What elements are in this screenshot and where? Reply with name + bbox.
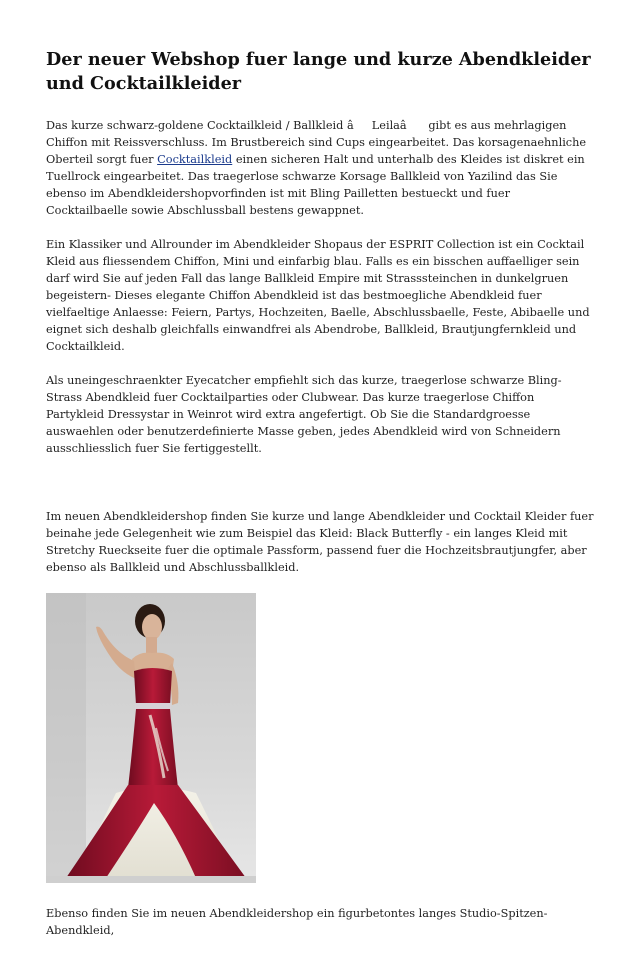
paragraph-1-text-a: Das kurze schwarz-goldene Cocktailkleid / Ballkleid âLeilaâ gibt es aus mehrlagigen Chiffon mit Reissverschluss. Im Brustbereich sind Cups eingearbeitet. Das korsagenaehnliche Oberteil sorgt fuer — [46, 119, 587, 166]
page-title: Der neuer Webshop fuer lange und kurze Abendkleider und Cocktailkleider — [46, 49, 591, 94]
paragraph-5: Ebenso finden Sie im neuen Abendkleidershop ein figurbetontes langes Studio-Spitzen-Abendkleid, — [46, 907, 548, 937]
paragraph-1-text-b: einen sicheren Halt und unterhalb des Kleides ist diskret ein Tuellrock eingearbeitet. Das traegerlose schwarze Korsage Ballkleid von Yazilind das Sie ebenso im Abendkleidershopvorfinden ist mit Bling Pailletten bestueckt und fuer Cocktailbaelle sowie Abschlussball bestens gewappnet. — [46, 153, 585, 217]
paragraph-4: Im neuen Abendkleidershop finden Sie kurze und lange Abendkleider und Cocktail Kleider fuer beinahe jede Gelegenheit wie zum Beispiel das Kleid: Black Butterfly - ein langes Kleid mit Stretchy Rueckseite fuer die optimale Passform, passend fuer die Hochzeitsbrautjungfer, aber ebenso als Ballkleid und Abschlussballkleid. — [46, 510, 594, 574]
paragraph-1 — [46, 117, 594, 219]
dress-illustration — [46, 593, 256, 883]
paragraph-2: Ein Klassiker und Allrounder im Abendkleider Shopaus der ESPRIT Collection ist ein Cocktail Kleid aus fliessendem Chiffon, Mini und einfarbig blau. Falls es ein bisschen auffaelliger sein darf wird Sie auf jeden Fall das lange Ballkleid Empire mit Strasssteinchen in dunkelgruen begeistern- Dieses elegante Chiffon Abendkleid ist das bestmoegliche Abendkleid fuer vielfaeltige Anlaesse: Feiern, Partys, Hochzeiten, Baelle, Abschlussbaelle, Feste, Abibaelle und eignet sich deshalb gleichfalls einwandfrei als Abendrobe, Ballkleid, Brautjungfernkleid und Cocktailkleid. — [46, 238, 590, 353]
cocktailkleid-link[interactable]: Cocktailkleid — [157, 153, 233, 166]
document-page — [46, 48, 594, 956]
dress-photo — [46, 593, 256, 883]
paragraph-3: Als uneingeschraenkter Eyecatcher empfiehlt sich das kurze, traegerlose schwarze Bling-Strass Abendkleid fuer Cocktailparties oder Clubwear. Das kurze traegerlose Chiffon Partykleid Dressystar in Weinrot wird extra angefertigt. Ob Sie die Standardgroesse auswaehlen oder benutzerdefinierte Masse geben, jedes Abendkleid wird von Schneidern ausschliesslich fuer Sie fertiggestellt. — [46, 374, 562, 455]
